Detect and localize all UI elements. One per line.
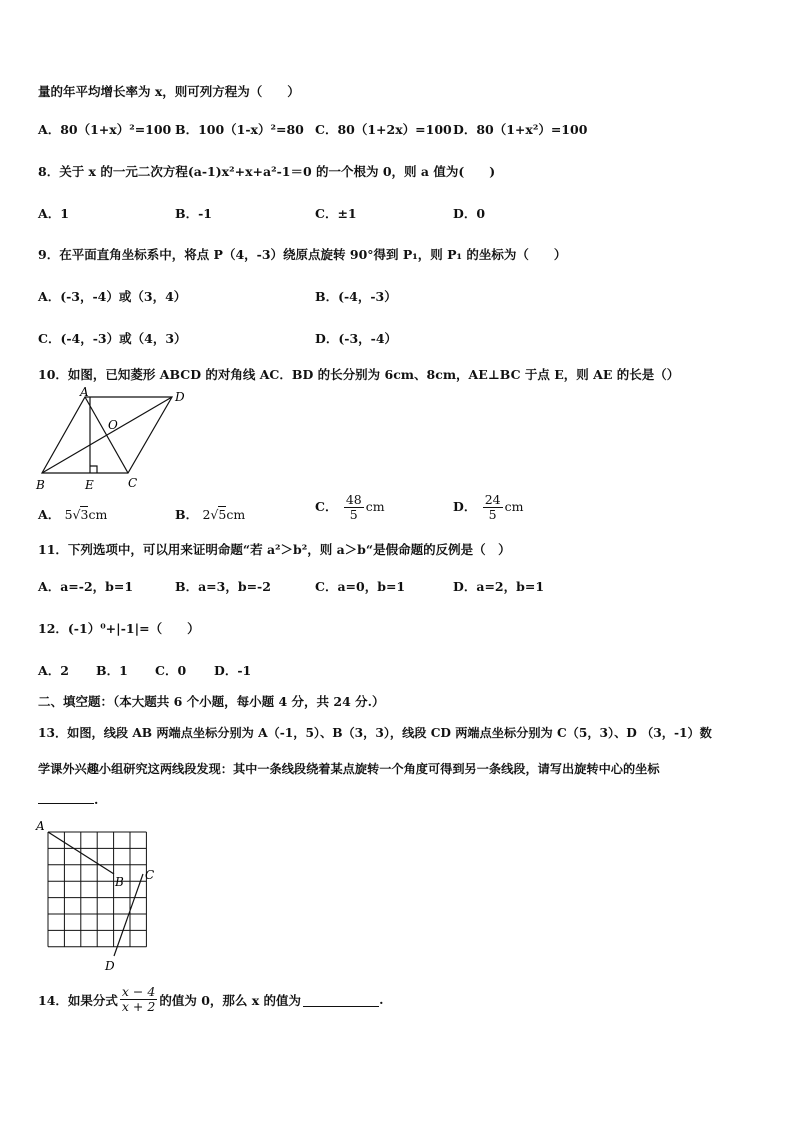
label-b: B	[36, 478, 45, 492]
q7-option-c: C．80（1+2x）=100	[315, 122, 452, 137]
q8-stem: 8．关于 x 的一元二次方程(a-1)x²+x+a²-1＝0 的一个根为 0，则 a 值为( )	[38, 164, 496, 179]
grid-lines	[48, 832, 146, 947]
q10-stem: 10．如图，已知菱形 ABCD 的对角线 AC．BD 的长分别为 6cm、8cm，AE⊥BC 于点 E，则 AE 的长是（）	[38, 367, 680, 382]
rhombus-figure	[30, 385, 200, 495]
q13-answer-blank[interactable]	[38, 791, 94, 804]
q14-stem: 14．如果分式 $\frac{x - 4}{x + 2}$ 的值为 0，那么 x 的值为 .	[38, 984, 384, 1014]
q8-option-c: C．±1	[315, 206, 357, 221]
q10-option-d: D． $\frac{24}{5}$ cm	[453, 492, 524, 522]
q8-option-a: A．1	[38, 206, 69, 221]
q12-option-a: A．2	[38, 663, 69, 678]
label-c: C	[128, 476, 138, 490]
q13-stem-line2: 学课外兴趣小组研究这两线段发现：其中一条线段绕着某点旋转一个角度可得到另一条线段，请写出旋转中心的坐标	[38, 762, 660, 776]
right-angle-mark	[90, 466, 97, 473]
q10-option-c: C． $\frac{48}{5}$ cm	[315, 492, 385, 522]
q11-option-d: D．a=2，b=1	[453, 579, 545, 594]
label-d: D	[175, 390, 185, 404]
q7-stem: 量的年平均增长率为 x，则可列方程为（ ）	[38, 84, 300, 99]
q8-option-d: D．0	[453, 206, 486, 221]
q7-option-d: D．80（1+x²）=100	[453, 122, 588, 137]
q7-option-b: B．100（1-x）²=80	[175, 122, 304, 137]
grid-label-a: A	[36, 819, 45, 833]
q14-answer-blank[interactable]	[303, 992, 379, 1007]
grid-label-d: D	[105, 959, 115, 973]
q9-option-c: C．(-4，-3）或（4，3）	[38, 331, 187, 346]
grid-label-b: B	[115, 875, 124, 889]
q12-option-c: C．0	[155, 663, 187, 678]
q12-option-d: D．-1	[214, 663, 252, 678]
label-o: O	[108, 418, 118, 432]
label-e: E	[85, 478, 94, 492]
q11-option-b: B．a=3，b=-2	[175, 579, 271, 594]
q9-option-a: A．(-3，-4）或（3，4）	[38, 289, 187, 304]
grid-label-c: C	[145, 868, 155, 882]
q13-stem-line1: 13．如图，线段 AB 两端点坐标分别为 A（-1，5）、B（3，3），线段 CD 两端点坐标分别为 C（5，3）、D （3，-1）数	[38, 726, 712, 740]
q11-option-a: A．a=-2，b=1	[38, 579, 134, 594]
grid-figure	[34, 818, 164, 976]
q11-option-c: C．a=0，b=1	[315, 579, 406, 594]
q10-option-a: A． 5√3cm	[38, 507, 108, 522]
q9-stem: 9．在平面直角坐标系中，将点 P（4，-3）绕原点旋转 90°得到 P₁，则 P₁ 的坐标为（ ）	[38, 247, 567, 262]
q7-option-a: A．80（1+x）²=100	[38, 122, 172, 137]
section-heading: 二、填空题：（本大题共 6 个小题，每小题 4 分，共 24 分.）	[38, 694, 385, 709]
q9-option-d: D．(-3，-4）	[315, 331, 398, 346]
q11-stem: 11．下列选项中，可以用来证明命题“若 a²＞b²，则 a＞b“是假命题的反例是（ ）	[38, 542, 511, 557]
label-a: A	[80, 385, 89, 399]
q10-option-b: B． 2√5cm	[175, 507, 246, 522]
q8-option-b: B．-1	[175, 206, 212, 221]
q9-option-b: B．(-4，-3）	[315, 289, 397, 304]
diagonal-bd	[42, 397, 172, 473]
q12-stem: 12．(-1）⁰+|-1|=（ ）	[38, 621, 200, 636]
q12-option-b: B．1	[96, 663, 128, 678]
q13-answer-line: .	[38, 791, 98, 807]
